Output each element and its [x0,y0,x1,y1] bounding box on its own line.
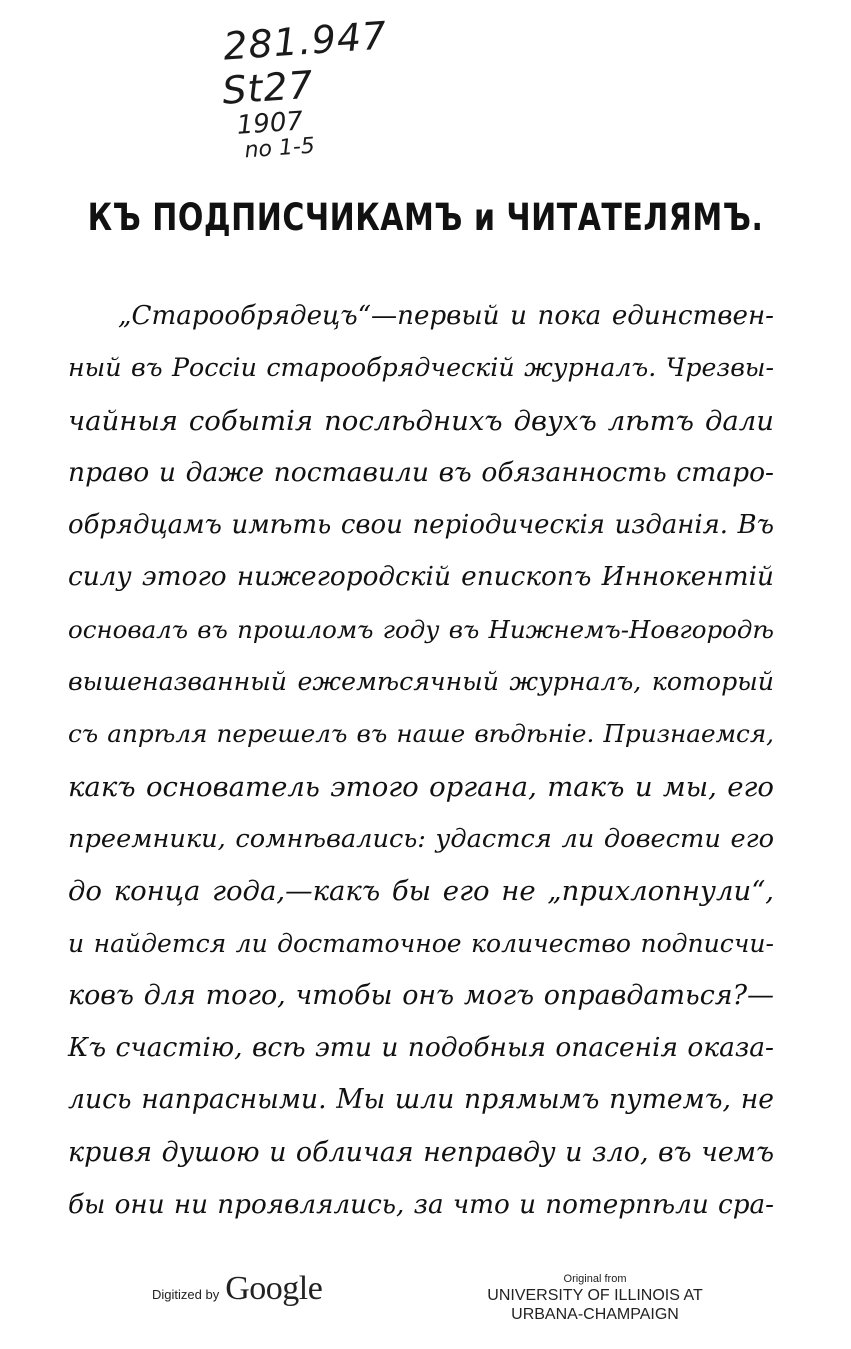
text-line: и найдется ли достаточное количество подписчи- [68,928,774,958]
call-number-line: 281.947 [221,13,389,69]
text-line: обрядцамъ имѣть свои періодическія изданія. Въ [68,510,774,541]
text-line: „Старообрядецъ“—первый и пока единствен- [118,301,774,331]
text-line: какъ основатель этого органа, такъ и мы, его [68,770,774,803]
google-logo: Google [225,1270,323,1307]
text-line: бы они ни проявлялись, за что и потерпѣли сра- [68,1190,774,1221]
institution-line: UNIVERSITY OF ILLINOIS AT [487,1287,703,1304]
call-number-line: no 1-5 [243,133,316,164]
text-line: ный въ Россіи старообрядческій журналъ. Чрезвы- [68,353,774,383]
text-line: преемники, сомнѣвались: удастся ли довести его [68,823,774,854]
call-number-line: St27 [220,62,316,113]
text-line: Къ счастію, всѣ эти и подобныя опасенія оказа- [68,1032,774,1064]
text-line: право и даже поставили въ обязанность старо- [68,456,774,488]
text-line: съ апрѣля перешелъ въ наше вѣдѣніе. Признаемся, [68,719,774,749]
original-label: Original from [563,1273,627,1285]
text-line: силу этого нижегородскій епископъ Иннокентій [68,562,774,593]
call-number-annotation [218,14,427,164]
text-line: основалъ въ прошломъ году въ Нижнемъ-Новгородѣ [68,614,774,644]
digitized-by-watermark [152,1270,322,1308]
institution-line: URBANA-CHAMPAIGN [511,1306,679,1323]
text-line: кривя душою и обличая неправду и зло, въ чемъ [68,1136,774,1168]
text-line: лись напрасными. Мы шли прямымъ путемъ, не [68,1084,774,1116]
original-from-watermark [470,1272,720,1324]
digitized-label: Digitized by [152,1287,220,1302]
text-line: чайныя событія послѣднихъ двухъ лѣтъ дали [68,404,774,437]
text-line: вышеназванный ежемѣсячный журналъ, который [68,667,774,697]
text-line: ковъ для того, чтобы онъ могъ оправдаться?— [68,979,774,1011]
text-line: до конца года,—какъ бы его не „прихлопнули“, [68,875,774,908]
body-text [68,290,774,1231]
page-title: КЪ ПОДПИСЧИКАМЪ и ЧИТАТЕЛЯМЪ. [87,196,764,240]
call-number-line: 1907 [235,106,304,141]
